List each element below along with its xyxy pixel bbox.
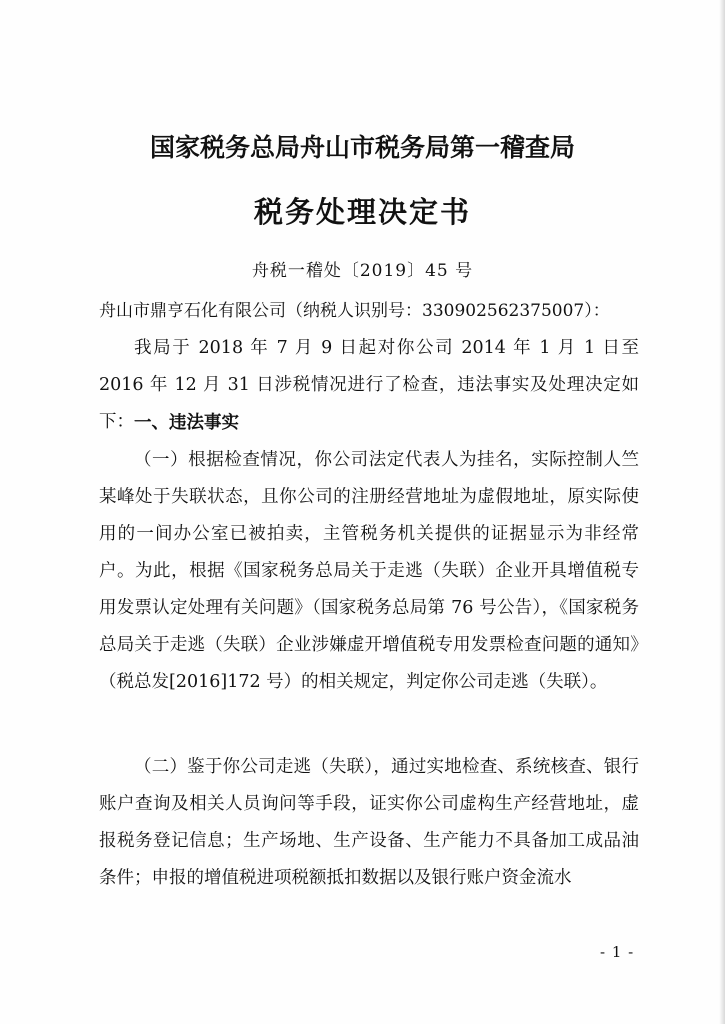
- agency-title: 国家税务总局舟山市税务局第一稽查局: [149, 133, 575, 162]
- intro-paragraph: 我局于 2018 年 7 月 9 日起对你公司 2014 年 1 月 1 日至 2016 年 12 月 31 日涉税情况进行了检查，违法事实及处理决定如下：: [99, 338, 639, 432]
- page-number: - 1 -: [600, 943, 635, 961]
- paragraph-two: （二）鉴于你公司走逃（失联），通过实地检查、系统核查、银行账户查询及相关人员询问等手段，证实你公司虚构生产经营地址，虚报税务登记信息；生产场地、生产设备、生产能力不具备加工成品油条件；申报的增值税进项税额抵扣数据以及银行账户资金流水: [99, 757, 639, 888]
- section-heading-violations: 一、违法事实: [134, 413, 239, 433]
- addressee-line: 舟山市鼎亨石化有限公司（纳税人识别号：330902562375007）：: [99, 301, 610, 321]
- document-title: 税务处理决定书: [253, 195, 471, 229]
- document-number: 舟税一稽处〔2019〕45 号: [251, 261, 474, 281]
- paragraph-one: （一）根据检查情况，你公司法定代表人为挂名，实际控制人竺某峰处于失联状态，且你公司的注册经营地址为虚假地址，原实际使用的一间办公室已被拍卖，主管税务机关提供的证据显示为非经常户。为此，根据《国家税务总局关于走逃（失联）企业开具增值税专用发票认定处理有关问题》（国家税务总局第 76 号公告），《国家税务总局关于走逃（失联）企业涉嫌虚开增值税专用发票检查问题的通知》（税总发[2016]172 号）的相关规定，判定你公司走逃（失联）。: [99, 450, 639, 692]
